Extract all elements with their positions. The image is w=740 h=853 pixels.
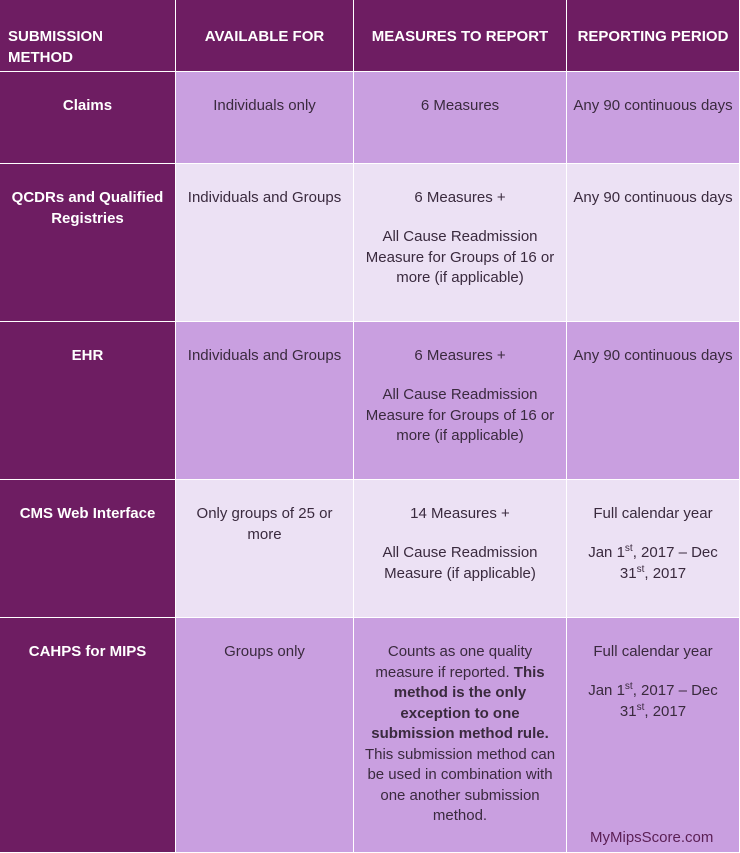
available-cell-ehr: Individuals and Groups [176, 322, 354, 480]
period-cell-claims: Any 90 continuous days [567, 72, 740, 164]
period-label: Full calendar year [593, 643, 713, 660]
period-date-range: Jan 1st, 2017 – Dec 31st, 2017 [588, 543, 718, 582]
measures-count: 6 Measures + [414, 347, 506, 364]
measures-note: All Cause Readmission Measure for Groups of 16 or more (if applicable) [365, 386, 555, 444]
header-available-for: AVAILABLE FOR [176, 0, 354, 72]
measures-intro: Counts as one quality measure if reported. [375, 643, 533, 681]
available-cell-claims: Individuals only [176, 72, 354, 164]
available-cell-cahps-for-mips: Groups only [176, 618, 354, 853]
available-cell-qcdrs: Individuals and Groups [176, 164, 354, 322]
method-cell-cms-web-interface: CMS Web Interface [0, 480, 176, 618]
method-cell-cahps-for-mips: CAHPS for MIPS [0, 618, 176, 853]
measures-count: 14 Measures + [410, 505, 510, 522]
measures-note: All Cause Readmission Measure for Groups of 16 or more (if applicable) [365, 228, 555, 286]
method-cell-qcdrs: QCDRs and Qualified Registries [0, 164, 176, 322]
measures-count: 6 Measures + [414, 189, 506, 206]
period-cell-qcdrs: Any 90 continuous days [567, 164, 740, 322]
period-date-range: Jan 1st, 2017 – Dec 31st, 2017 [588, 681, 718, 720]
brand-watermark: MyMipsScore.com [590, 829, 714, 846]
method-cell-ehr: EHR [0, 322, 176, 480]
period-cell-cahps-for-mips [567, 618, 740, 853]
header-reporting-period: REPORTING PERIOD [567, 0, 740, 72]
measures-cell-cahps-for-mips [354, 618, 567, 853]
measures-outro: This submission method can be used in combination with one another submission method. [364, 745, 556, 824]
measures-exception-note: This method is the only exception to one submission method rule. [371, 663, 549, 742]
measures-note: All Cause Readmission Measure (if applicable) [382, 544, 538, 582]
available-cell-cms-web-interface: Only groups of 25 or more [176, 480, 354, 618]
measures-cell-claims: 6 Measures [354, 72, 567, 164]
measures-cell-cms-web-interface [354, 480, 567, 618]
measures-cell-ehr [354, 322, 567, 480]
period-cell-cms-web-interface [567, 480, 740, 618]
method-cell-claims: Claims [0, 72, 176, 164]
period-label: Full calendar year [593, 505, 713, 522]
period-cell-ehr: Any 90 continuous days [567, 322, 740, 480]
measures-cell-qcdrs [354, 164, 567, 322]
header-submission-method: SUBMISSION METHOD [0, 0, 176, 72]
header-measures-to-report: MEASURES TO REPORT [354, 0, 567, 72]
